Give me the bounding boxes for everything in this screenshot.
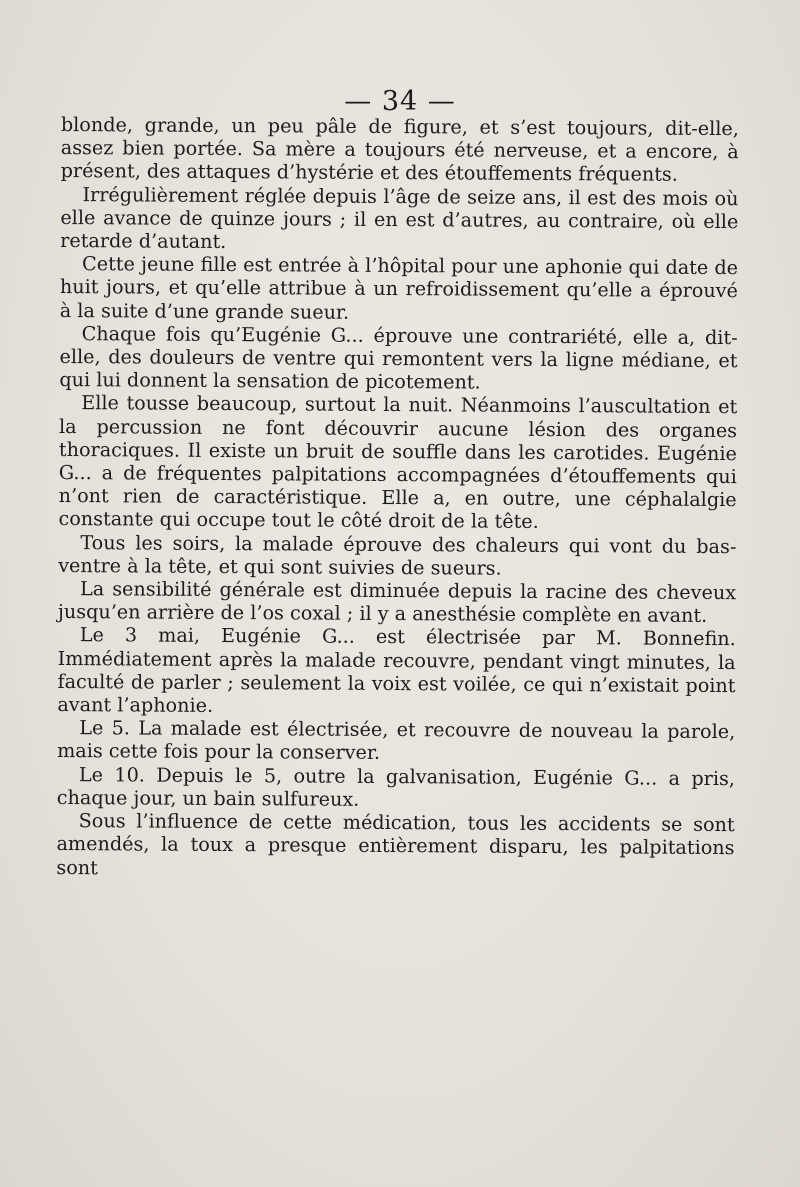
paragraph: Sous l’influence de cette médication, tous les accidents se sont amendés, la toux a presque entièrement disparu, les palpitations sont — [56, 809, 735, 879]
paragraph: La sensibilité générale est diminuée depuis la racine des cheveux jusqu’en arrière de l’os coxal ; il y a anesthésie complète en avant. — [57, 577, 737, 628]
paragraph: blonde, grande, un peu pâle de figure, et s’est toujours, dit-elle, assez bien portée. Sa mère a toujours été nerveuse, et a encore, à présent, des attaques d’hystérie et des étouffements fréquents. — [60, 113, 739, 187]
paragraph: Cette jeune fille est entrée à l’hôpital pour une aphonie qui date de huit jours, et qu’elle attribue à un refroidissement qu’elle a éprouvé à la suite d’une grande sueur. — [59, 252, 739, 324]
paragraph: Elle tousse beaucoup, surtout la nuit. Néanmoins l’auscultation et la percussion ne font découvrir aucune lésion des organes thoraciques. Il existe un bruit de souffle dans les carotides. Eugénie G... a de fréquentes palpitations accompagnées d’étouffements qui n’ont rien de caractéristique. Elle a, en outre, une céphalalgie constante qui occupe tout le côté droit de la tête. — [58, 391, 738, 534]
paragraph: Le 3 mai, Eugénie G... est électrisée par M. Bonnefin. Immédiatement après la malade recouvre, pendant vingt minutes, la faculté de parler ; seulement la voix est voilée, ce qui n’existait point avant l’aphonie. — [57, 623, 736, 718]
paragraph: Irrégulièrement réglée depuis l’âge de seize ans, il est des mois où elle avance de quinze jours ; il en est d’autres, au contraire, où elle retarde d’autant. — [60, 182, 739, 254]
page-number: — 34 — — [344, 86, 456, 117]
paragraph: Chaque fois qu’Eugénie G... éprouve une contrariété, elle a, dit-elle, des douleurs de ventre qui remontent vers la ligne médiane, et qui lui donnent la sensation de picotement. — [59, 321, 738, 394]
paragraph: Tous les soirs, la malade éprouve des chaleurs qui vont du bas-ventre à la tête, et qui sont suivies de sueurs. — [58, 530, 737, 580]
paragraph: Le 5. La malade est électrisée, et recouvre de nouveau la parole, mais cette fois pour la conserver. — [57, 716, 736, 765]
paragraph: Le 10. Depuis le 5, outre la galvanisation, Eugénie G... a pris, chaque jour, un bain sulfureux. — [56, 762, 736, 811]
body-text — [56, 113, 739, 883]
